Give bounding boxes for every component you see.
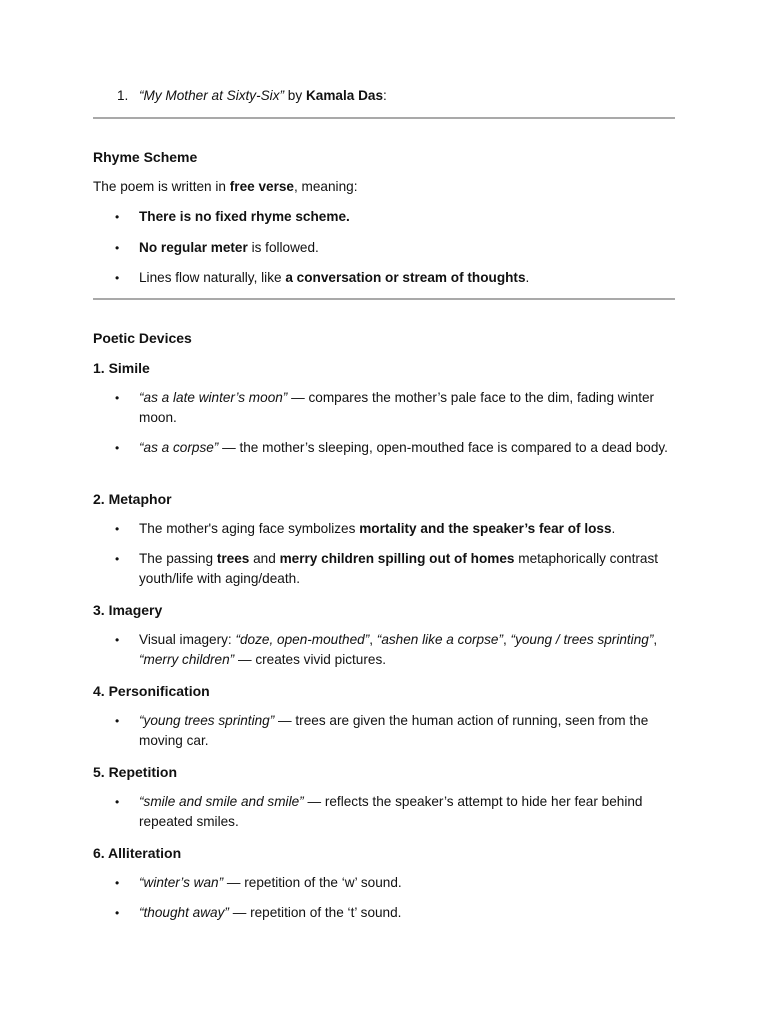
separator: , [502,632,511,647]
explanation-end: metaphorically contrast youth/life with aging/death. [139,551,659,586]
imagery-heading: 3. Imagery [93,602,163,618]
rhyme-point-3-b: . [525,270,530,285]
rhyme-intro [93,177,357,197]
personification-heading: 4. Personification [93,683,210,699]
bullet-icon: • [115,906,120,920]
list-item-text [139,238,669,258]
free-verse-term: free verse [229,179,294,194]
bullet-icon: • [115,241,120,255]
quote: “merry children” [139,652,235,667]
list-item-text [139,268,669,288]
bullet-icon: • [115,441,120,455]
poem-title: “My Mother at Sixty-Six” [139,88,285,103]
explanation: — trees are given the human action of running, seen from the moving car. [139,713,649,748]
bullet-icon: • [115,271,120,285]
title-by: by [284,88,306,103]
bullet-icon: • [115,876,120,890]
rhyme-point-3-bold: a conversation or stream of thoughts [285,270,526,285]
quote: “smile and smile and smile” [139,794,304,809]
explanation: — repetition of the ‘t’ sound. [228,905,402,920]
quote: “winter’s wan” [139,875,224,890]
quote: “ashen like a corpse” [376,632,503,647]
list-item-text [139,549,669,589]
bullet-icon: • [115,522,120,536]
list-item-text [139,519,669,539]
bullet-icon: • [115,714,120,728]
emphasis: mortality and the speaker’s fear of loss [359,521,612,536]
emphasis: merry children spilling out of homes [279,551,515,566]
bullet-icon: • [115,391,120,405]
bullet-icon: • [115,795,120,809]
divider [93,298,675,300]
list-item-text [139,388,669,428]
divider [93,117,675,119]
metaphor-heading: 2. Metaphor [93,491,172,507]
list-item-text [139,207,669,227]
explanation: — repetition of the ‘w’ sound. [223,875,402,890]
explanation: — reflects the speaker’s attempt to hide her fear behind repeated smiles. [139,794,643,829]
bullet-icon: • [115,552,120,566]
list-item-text [139,630,669,670]
rhyme-point-2-bold: No regular meter [139,240,248,255]
quote: “thought away” [139,905,229,920]
simile-heading: 1. Simile [93,360,150,376]
repetition-heading: 5. Repetition [93,764,178,780]
quote: “doze, open-mouthed” [235,632,370,647]
explanation: — compares the mother’s pale face to the dim, fading winter moon. [139,390,655,425]
rhyme-intro-text-end: , meaning: [294,179,358,194]
rhyme-scheme-heading: Rhyme Scheme [93,149,198,165]
list-item-text [139,711,669,751]
rhyme-point-3-a: Lines flow naturally, like [139,270,286,285]
bullet-icon: • [115,210,120,224]
emphasis: trees [216,551,250,566]
quote: “young / trees sprinting” [510,632,654,647]
explanation-end: . [611,521,616,536]
poetic-devices-heading: Poetic Devices [93,330,192,346]
document-title [117,86,387,106]
title-colon: : [383,88,387,103]
quote: “as a late winter’s moon” [139,390,288,405]
explanation: — the mother’s sleeping, open-mouthed face is compared to a dead body. [218,440,668,455]
rhyme-point-1: There is no fixed rhyme scheme. [139,209,350,224]
quote: “young trees sprinting” [139,713,275,728]
explanation-end: — creates vivid pictures. [234,652,387,667]
explanation: Visual imagery: [139,632,236,647]
list-item-text [139,873,669,893]
separator: , [369,632,377,647]
explanation: and [249,551,280,566]
bullet-icon: • [115,633,120,647]
rhyme-intro-text: The poem is written in [93,179,230,194]
separator: , [653,632,658,647]
list-item-text [139,438,669,458]
list-number: 1. [117,88,129,103]
rhyme-point-2-rest: is followed. [247,240,319,255]
explanation: The mother's aging face symbolizes [139,521,360,536]
list-item-text [139,903,669,923]
list-item-text [139,792,669,832]
quote: “as a corpse” [139,440,219,455]
author-name: Kamala Das [305,88,384,103]
alliteration-heading: 6. Alliteration [93,845,182,861]
explanation: The passing [139,551,217,566]
